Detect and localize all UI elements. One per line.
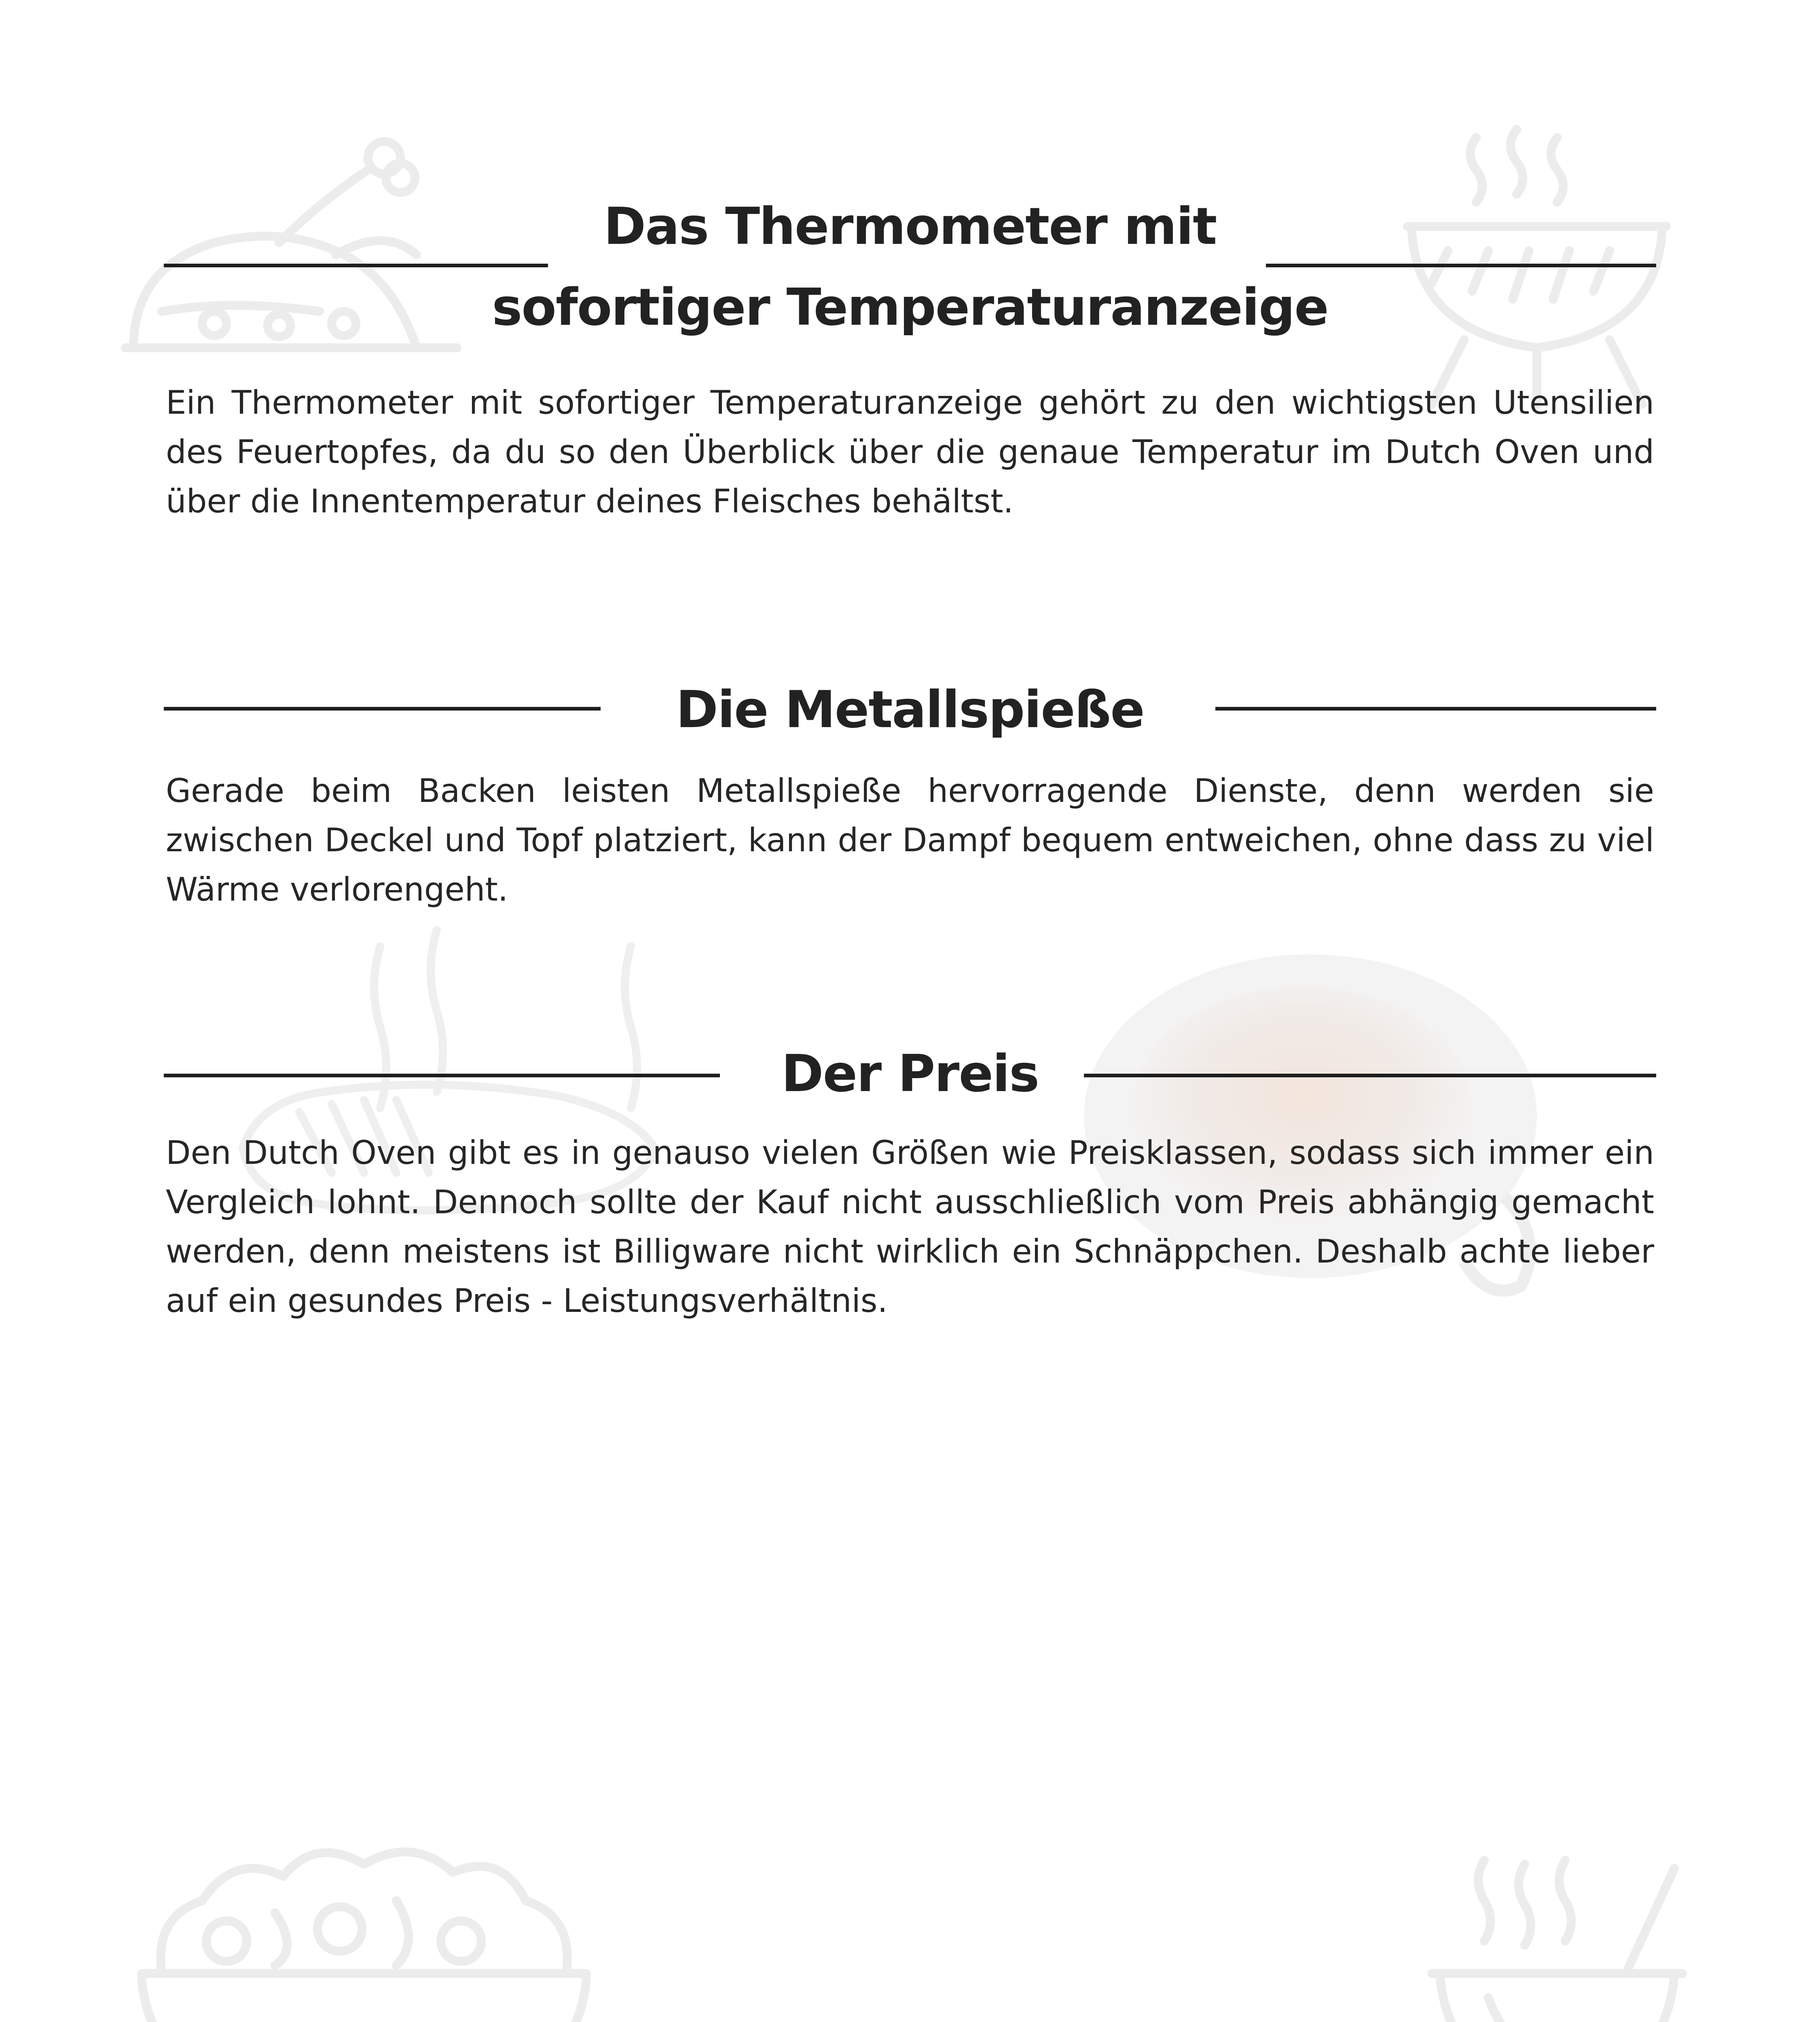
section-body: Gerade beim Backen leisten Metallspieße hervorragende Dienste, denn werden sie zwischen Deckel und Topf platziert, kann der Dampf bequem entweichen, ohne dass zu viel Wärme verlorengeht. [166,772,1654,908]
section-heading-line2: sofortiger Temperaturanzeige [492,277,1328,337]
section-heading-line1: Das Thermometer mit [603,197,1217,256]
soup-bowl-icon [1424,1852,1691,2022]
section-body: Den Dutch Oven gibt es in genauso vielen Größen wie Preisklassen, sodass sich immer ein Vergleich lohnt. Dennoch sollte der Kauf nicht ausschließlich vom Preis abhängig gemacht werden, denn meistens ist Billigware nicht wirklich ein Schnäppchen. Deshalb achte lieber auf ein gesundes Preis - Leistungsverhältnis. [166,1134,1654,1320]
salad-bowl-icon [129,1820,599,2022]
heading-rule-left [164,264,548,267]
section-heading: Der Preis [781,1044,1039,1103]
section-body: Ein Thermometer mit sofortiger Temperaturanzeige gehört zu den wichtigsten Utensilien des Feuertopfes, da du so den Überblick über die genaue Temperatur im Dutch Oven und über die Innentemperatur deines Fleisches behältst. [166,384,1654,520]
section-heading: Die Metallspieße [676,680,1144,739]
heading-rule-right [1266,264,1656,267]
